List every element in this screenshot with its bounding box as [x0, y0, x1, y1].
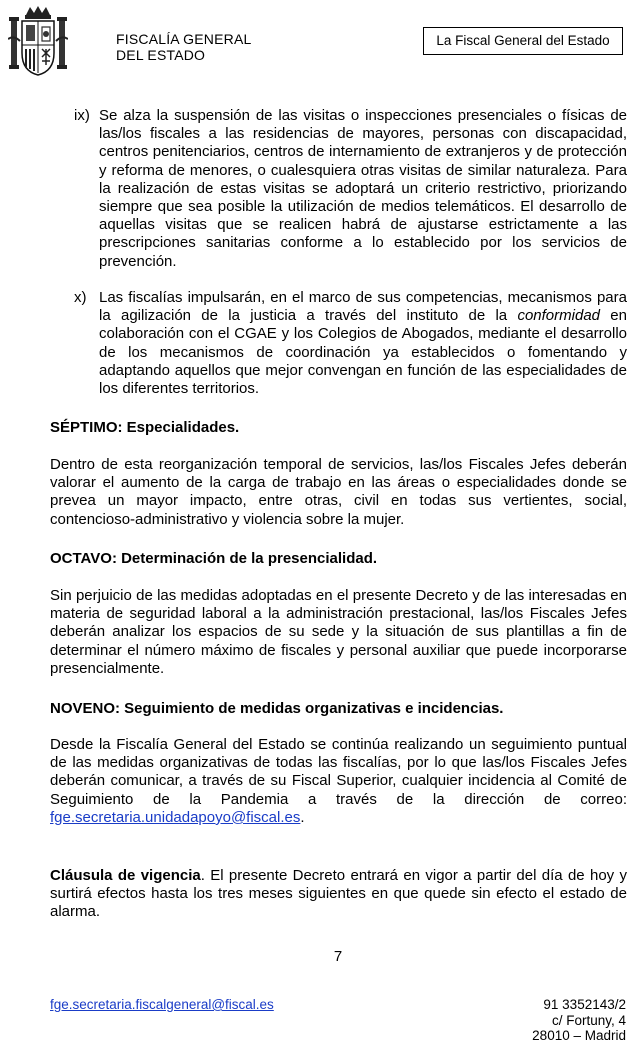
list-item-x [74, 289, 627, 398]
item-text-italic: conformidad [517, 307, 600, 325]
section-body-noveno [50, 736, 627, 827]
header-badge: La Fiscal General del Estado [423, 27, 623, 55]
coat-of-arms-icon [8, 5, 68, 77]
item-number: x) [74, 289, 87, 306]
footer-city: 28010 – Madrid [532, 1028, 626, 1043]
section-body-septimo: Dentro de esta reorganización temporal de servicios, las/los Fiscales Jefes deberán valorar el aumento de la carga de trabajo en las áreas o especialidades donde se prevea un mayor impacto, entre otras, civil en todas sus vertientes, social, contencioso-administrativo y violencia sobre la mujer. [50, 456, 627, 528]
section-body-text: Desde la Fiscalía General del Estado se continúa realizando un seguimiento puntual de las medidas organizativas de todas las fiscalías, por lo que las/los Fiscales Jefes deberán comunicar, a través de su Fiscal Superior, cualquier incidencia al Comité de Seguimiento de la Pandemia a través de la dirección de correo: [50, 736, 627, 808]
footer-address [532, 997, 626, 1044]
footer-email-link[interactable]: fge.secretaria.fiscalgeneral@fiscal.es [50, 997, 274, 1012]
item-text [99, 289, 627, 398]
item-text-before: Las fiscalías impulsarán, en el marco de sus competencias, mecanismos para la agilización de la justicia a través del instituto de la [99, 289, 627, 325]
list-item-ix [74, 107, 627, 271]
section-body-end: . [300, 808, 305, 826]
org-line-2: DEL ESTADO [116, 47, 206, 63]
section-body-octavo: Sin perjuicio de las medidas adoptadas en el presente Decreto y de las interesadas en materia de seguridad laboral a la administración prestacional, las/los Fiscales Jefes deberán analizar los espacios de su sede y la situación de sus plantillas a fin de determinar el número máximo de fiscales y personal auxiliar que puede incorporarse presencialmente. [50, 587, 627, 677]
item-text: Se alza la suspensión de las visitas o inspecciones presenciales o físicas de las/los fiscales a las residencias de mayores, personas con discapacidad, centros penitenciarios, centros de internamiento de extranjeros y de protección y reforma de menores, o cualesquiera otras visitas de similar naturaleza. Para la realización de estas visitas se adoptará un criterio restrictivo, priorizando siempre que sea posible la utilización de medios telemáticos. El desarrollo de aquellas visitas que se realicen habrá de ajustarse estrictamente a las prescripciones sanitarias conforme a lo establecido por los servicios de prevención. [99, 107, 627, 270]
item-number: ix) [74, 107, 90, 124]
email-link[interactable]: fge.secretaria.unidadapoyo@fiscal.es [50, 808, 301, 826]
section-heading-noveno: NOVENO: Seguimiento de medidas organizativas e incidencias. [50, 700, 504, 717]
org-line-1: FISCALÍA GENERAL [116, 31, 252, 47]
item-text-after: en colaboración con el CGAE y los Colegios de Abogados, mediante el desarrollo de los mecanismos de coordinación ya establecidos o fomentando y adaptando aquellos que mejor convengan en función de las especialidades de los diferentes territorios. [99, 307, 627, 398]
section-heading-octavo: OCTAVO: Determinación de la presencialidad. [50, 550, 378, 567]
organization-name [116, 31, 251, 63]
clause-paragraph [50, 867, 627, 922]
section-heading-septimo: SÉPTIMO: Especialidades. [50, 419, 240, 436]
clause-text: . El presente Decreto entrará en vigor a partir del día de hoy y surtirá efectos hasta los tres meses siguientes en que quede sin efecto el estado de alarma. [50, 867, 627, 921]
clause-label: Cláusula de vigencia [50, 867, 201, 884]
footer-street: c/ Fortuny, 4 [551, 1012, 626, 1028]
footer-phone: 91 3352143/2 [543, 997, 626, 1012]
page-number: 7 [333, 948, 343, 965]
